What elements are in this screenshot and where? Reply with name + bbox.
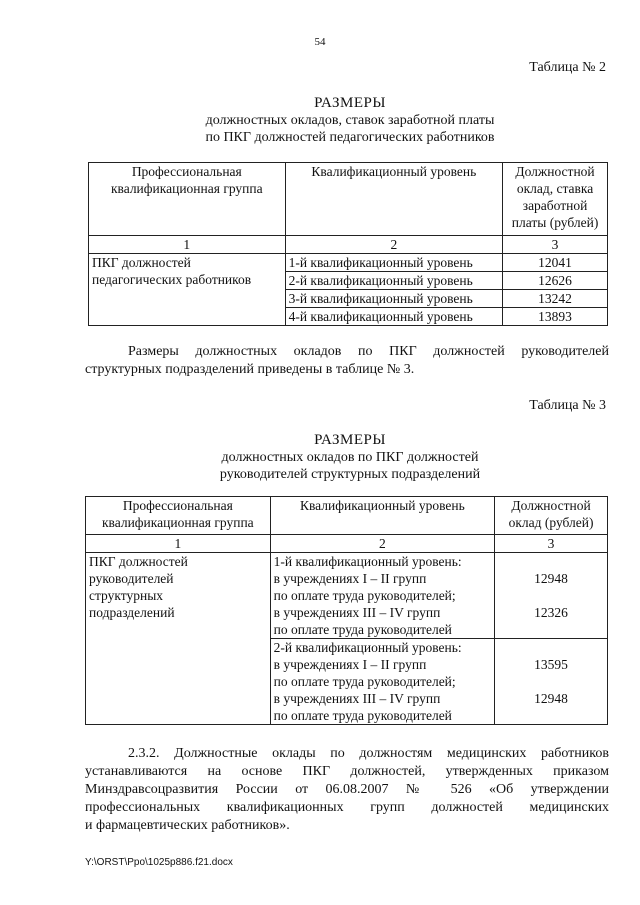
table3-amount-b: 12948 (534, 691, 568, 706)
table2-level-cell: 3-й квалификационный уровень (285, 290, 503, 308)
table3-level-line: в учреждениях I – II групп (273, 571, 427, 586)
table2-header-col3-line1: Должностной (515, 164, 595, 179)
table3-header-col1-line2: квалификационная группа (101, 515, 254, 530)
table3-group-line: подразделений (89, 605, 175, 620)
table3-level-line: в учреждениях I – II групп (273, 657, 427, 672)
table2-header-col1 (89, 163, 286, 236)
table2-level-cell: 1-й квалификационный уровень (285, 254, 503, 272)
table3-level-line: 2-й квалификационный уровень: (273, 640, 462, 655)
table3-header-col3-line1: Должностной (511, 498, 591, 513)
paragraph-2-line1-text: 2.3.2. Должностные оклады по должностям медицинских работников (128, 746, 609, 761)
table3-level-line: в учреждениях III – IV групп (273, 691, 441, 706)
table3-header-col3 (495, 497, 608, 535)
table2-subtitle-2: по ПКГ должностей педагогических работников (205, 130, 495, 145)
table2-amount-cell: 12626 (503, 272, 608, 290)
table3-colnum-3: 3 (495, 535, 608, 553)
table2-number-row (89, 236, 608, 254)
page-number: 54 (314, 36, 326, 48)
table3-header-col1-line1: Профессиональная (122, 498, 233, 513)
table2-amount-cell: 13893 (503, 308, 608, 326)
table3-colnum-1: 1 (86, 535, 271, 553)
paragraph-1 (85, 343, 609, 379)
table2-header-col3-line4: платы (рублей) (511, 215, 599, 230)
paragraph-1-line1 (85, 343, 609, 361)
table3-header-col2: Квалификационный уровень (270, 497, 494, 535)
paragraph-2 (85, 745, 609, 835)
table2-colnum-2: 2 (285, 236, 503, 254)
table2-header-col3 (503, 163, 608, 236)
paragraph-1-line2: структурных подразделений приведены в таблице № 3. (85, 362, 415, 377)
table3-heading (0, 432, 640, 483)
table3-header-col3-line2: оклад (рублей) (508, 515, 594, 530)
table3-amount-b: 12326 (534, 605, 568, 620)
table3-level-line: по оплате труда руководителей (273, 622, 452, 637)
table2-header-col1-line1: Профессиональная (131, 164, 242, 179)
table2-title: РАЗМЕРЫ (314, 95, 386, 111)
table3-subtitle-2: руководителей структурных подразделений (219, 467, 481, 482)
table2-heading (0, 95, 640, 146)
table2-colnum-1: 1 (89, 236, 286, 254)
table2-group-cell (89, 254, 286, 326)
table3-group-line: руководителей (89, 571, 174, 586)
table3-level-cell (270, 553, 494, 639)
table3-level-line: 1-й квалификационный уровень: (273, 554, 462, 569)
table2-header-col2: Квалификационный уровень (285, 163, 503, 236)
table3-title: РАЗМЕРЫ (314, 432, 386, 448)
table3-group-cell (86, 553, 271, 725)
table3-label: Таблица № 3 (529, 398, 606, 413)
paragraph-2-line1 (85, 745, 609, 763)
table2-amount-cell: 13242 (503, 290, 608, 308)
table2-label: Таблица № 2 (529, 60, 606, 75)
table3-colnum-2: 2 (270, 535, 494, 553)
table2-group-line1: ПКГ должностей (92, 255, 191, 270)
paragraph-2-line4: профессиональных квалификационных групп должностей медицинских (85, 800, 609, 815)
table3-amount-a: 12948 (534, 571, 568, 586)
table2-subtitle-1: должностных окладов, ставок заработной платы (205, 113, 495, 128)
table2-header-col3-line3: заработной (522, 198, 588, 213)
footer-file-path: Y:\ORST\Ppo\1025p886.f21.docx (85, 857, 233, 868)
table3-subtitle-1: должностных окладов по ПКГ должностей (221, 450, 479, 465)
table2-level-cell: 4-й квалификационный уровень (285, 308, 503, 326)
table3-header-col1 (86, 497, 271, 535)
table2 (88, 162, 608, 326)
table2-level-cell: 2-й квалификационный уровень (285, 272, 503, 290)
table3-amount-cell (495, 553, 608, 639)
table2-header-row (89, 163, 608, 236)
table3-amount-a: 13595 (534, 657, 568, 672)
table2-header-col1-line2: квалификационная группа (110, 181, 263, 196)
paragraph-2-line3: Минздравсоцразвития России от 06.08.2007 № 526 «Об утверждении (85, 782, 609, 797)
paragraph-2-line2: устанавливаются на основе ПКГ должностей, утвержденных приказом (85, 764, 609, 779)
table3-level-line: в учреждениях III – IV групп (273, 605, 441, 620)
table3-header-row (86, 497, 608, 535)
table2-amount-cell: 12041 (503, 254, 608, 272)
table-row (86, 553, 608, 639)
table3-amount-cell (495, 639, 608, 725)
table-row (89, 254, 608, 272)
table2-colnum-3: 3 (503, 236, 608, 254)
table3-level-line: по оплате труда руководителей; (273, 588, 456, 603)
table2-group-line2: педагогических работников (92, 272, 252, 287)
paragraph-1-line1-text: Размеры должностных окладов по ПКГ должностей руководителей (128, 344, 609, 359)
table3-number-row (86, 535, 608, 553)
table3-group-line: структурных (89, 588, 164, 603)
table3-level-line: по оплате труда руководителей; (273, 674, 456, 689)
table3-level-line: по оплате труда руководителей (273, 708, 452, 723)
paragraph-2-line5: и фармацевтических работников». (85, 818, 290, 833)
table3 (85, 496, 608, 725)
table3-group-line: ПКГ должностей (89, 554, 188, 569)
table2-header-col3-line2: оклад, ставка (516, 181, 594, 196)
table3-level-cell (270, 639, 494, 725)
